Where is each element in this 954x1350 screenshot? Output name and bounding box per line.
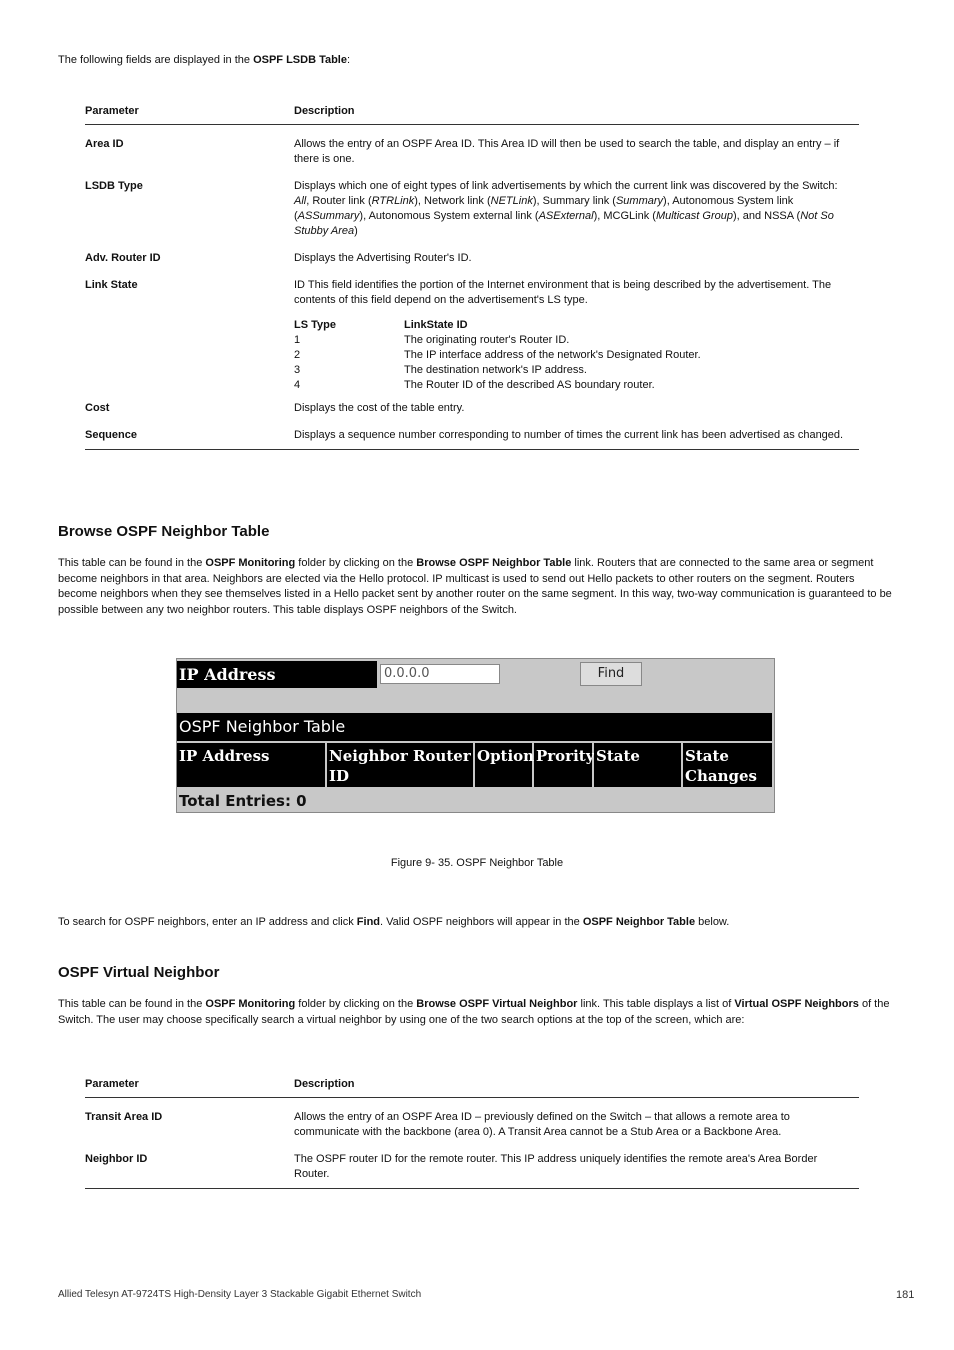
param-header: Parameter (85, 1077, 294, 1098)
desc-adv-router-id: Displays the Advertising Router's ID. (294, 252, 472, 264)
ls-type-row: 4 The Router ID of the described AS boundary router. (294, 379, 655, 391)
col-priority: Prority (534, 743, 592, 787)
ls-type-row: 3 The destination network's IP address. (294, 364, 587, 376)
lsdb-parameter-table (85, 104, 859, 450)
desc-neighbor-id: The OSPF router ID for the remote router. This IP address uniquely identifies the remote area's Area Border Router. (294, 1152, 859, 1189)
desc-lsdb-type: Displays which one of eight types of link advertisements by which the current link was discovered by the Switch: All, Router link (RTRLink), Network link (NETLink), Summary link (Summary), Autonomous System link (ASSummary), Autonomous System external link (ASExternal), MCGLink (Multicast Group), and NSSA (Not So Stubby Area) (294, 180, 838, 237)
ospf-neighbor-screenshot (176, 658, 775, 813)
footer-product: Allied Telesyn AT-9724TS High-Density Layer 3 Stackable Gigabit Ethernet Switch (58, 1289, 422, 1300)
browse-neighbor-paragraph: This table can be found in the OSPF Monitoring folder by clicking on the Browse OSPF Neighbor Table link. Routers that are connected to the same area or segment become neighbors in that area. Neighbors are elected via the Hello protocol. IP multicast is used to send out Hello packets to other routers on the segment. Routers become neighbors when they see themselves listed in a Hello packet sent by another router on the same segment. In this way, two-way communication is guaranteed to be possible between any two neighbor routers. This table displays OSPF neighbors of the Switch. (58, 557, 892, 616)
desc-link-state (294, 278, 859, 401)
param-adv-router-id: Adv. Router ID (85, 252, 161, 264)
find-button[interactable]: Find (580, 662, 642, 686)
link-state-description: ID This field identifies the portion of the Internet environment that is being described by the advertisement. The contents of this field depend on the advertisement's LS type. (294, 279, 832, 306)
col-neighbor-router-id: Neighbor Router ID (327, 743, 473, 787)
intro-table-name: OSPF LSDB Table (253, 54, 347, 66)
total-entries: Total Entries: 0 (179, 792, 307, 810)
ls-type-table (294, 318, 701, 401)
param-header: Parameter (85, 104, 294, 125)
desc-sequence: Displays a sequence number corresponding to number of times the current link has been advertised as changed. (294, 428, 859, 450)
ls-type-row: 1 The originating router's Router ID. (294, 334, 570, 346)
section-title-virtual-neighbor: OSPF Virtual Neighbor (58, 964, 220, 981)
neighbor-table-title: OSPF Neighbor Table (177, 713, 772, 741)
param-cost: Cost (85, 402, 110, 414)
param-neighbor-id: Neighbor ID (85, 1152, 294, 1189)
desc-header: Description (294, 104, 859, 125)
intro-text: The following fields are displayed in the OSPF LSDB Table: (58, 54, 351, 66)
desc-area-id: Allows the entry of an OSPF Area ID. This Area ID will then be used to search the table, and display an entry – if there is one. (294, 138, 840, 165)
ip-address-label: IP Address (177, 661, 377, 688)
param-area-id: Area ID (85, 138, 124, 150)
col-ip-address: IP Address (177, 743, 325, 787)
page-number: 181 (896, 1289, 915, 1301)
ls-type-row: 2 The IP interface address of the network's Designated Router. (294, 349, 701, 361)
search-instructions: To search for OSPF neighbors, enter an IP address and click Find. Valid OSPF neighbors will appear in the OSPF Neighbor Table below. (58, 916, 730, 928)
virtual-neighbor-paragraph: This table can be found in the OSPF Monitoring folder by clicking on the Browse OSPF Virtual Neighbor link. This table displays a list of Virtual OSPF Neighbors of the Switch. The user may choose specifically search a virtual neighbor by using one of the two search options at the top of the screen, which are: (58, 998, 890, 1026)
col-option: Option (475, 743, 532, 787)
param-lsdb-type: LSDB Type (85, 180, 143, 192)
desc-transit-area-id: Allows the entry of an OSPF Area ID – previously defined on the Switch – that allows a remote area to communicate with the backbone (area 0). A Transit Area cannot be a Stub Area or a Backbone Area. (294, 1111, 790, 1138)
virtual-parameter-table (85, 1077, 859, 1189)
section-title-browse-neighbor: Browse OSPF Neighbor Table (58, 523, 270, 540)
figure-caption: Figure 9- 35. OSPF Neighbor Table (390, 857, 564, 869)
col-state: State (594, 743, 681, 787)
param-sequence: Sequence (85, 428, 294, 450)
ip-address-input[interactable]: 0.0.0.0 (380, 664, 500, 684)
param-transit-area-id: Transit Area ID (85, 1111, 163, 1123)
desc-cost: Displays the cost of the table entry. (294, 402, 465, 414)
ls-type-header: LS Type (294, 319, 336, 331)
param-link-state: Link State (85, 279, 138, 291)
linkstate-id-header: LinkState ID (404, 319, 468, 331)
col-state-changes: State Changes (683, 743, 772, 787)
desc-header: Description (294, 1077, 859, 1098)
